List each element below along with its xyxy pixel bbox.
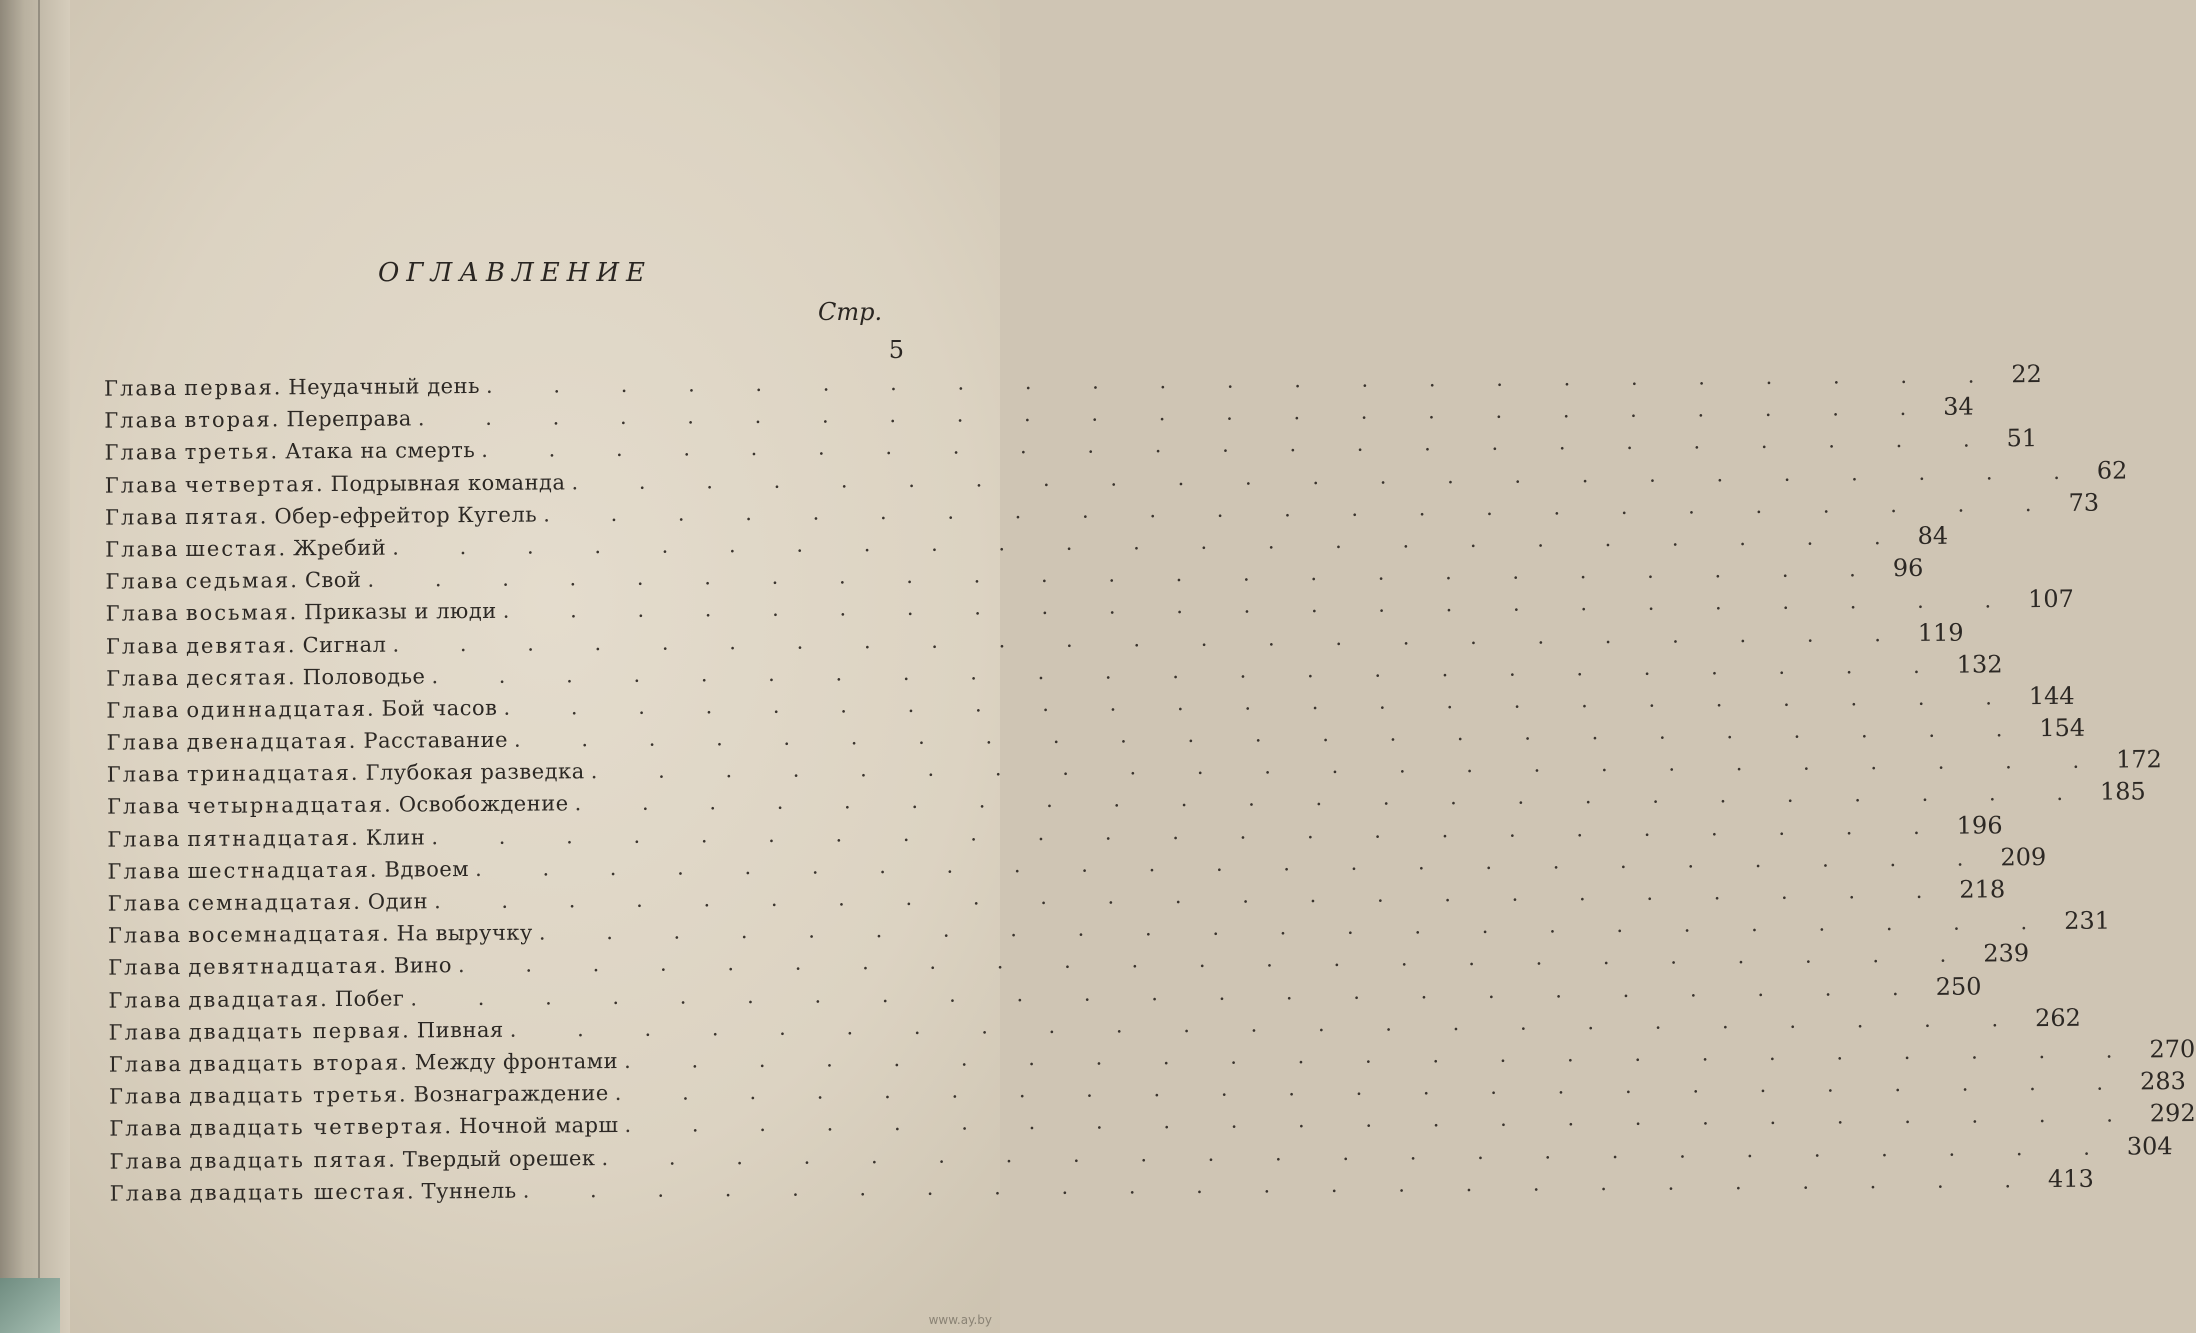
dot-leader: . . . . . . . . . . . . . . . . . . . . . . .	[601, 1135, 2117, 1170]
page-column-label: Стр.	[818, 298, 883, 326]
chapter-page-number: 34	[1943, 392, 1974, 421]
dot-leader: . . . . . . . . . . . . . . . . . . . . . . .	[513, 717, 2030, 752]
chapter-title: Один	[367, 889, 429, 914]
chapter-ordinal: двадцатая.	[188, 986, 329, 1012]
dot-leader: . . . . . . . . . . . . . . . . . . . . . . .	[522, 1167, 2039, 1203]
chapter-page-number: 154	[2039, 713, 2086, 743]
chapter-ordinal: вторая.	[184, 407, 281, 433]
chapter-ordinal: двадцать шестая.	[189, 1179, 416, 1205]
chapter-page-number: 413	[2047, 1164, 2094, 1193]
chapter-page-number: 196	[1956, 810, 2003, 840]
chapter-prefix: Глава	[104, 472, 179, 498]
dot-leader: . . . . . . . . . . . . . . . . . . . . . . .	[574, 781, 2091, 816]
watermark: www.ay.by	[928, 1313, 992, 1327]
chapter-ordinal: девятнадцатая.	[188, 953, 388, 980]
chapter-prefix: Глава	[107, 891, 182, 916]
chapter-title: Приказы и люди	[304, 599, 497, 625]
chapter-prefix: Глава	[106, 794, 182, 820]
chapter-ordinal: двенадцатая.	[186, 728, 358, 755]
chapter-ordinal: четырнадцатая.	[187, 793, 393, 819]
chapter-page-number: 304	[2126, 1131, 2173, 1160]
chapter-prefix: Глава	[105, 537, 180, 562]
chapter-prefix: Глава	[106, 762, 182, 787]
dot-leader: . . . . . . . . . . . . . . . . . . . . . . .	[614, 1070, 2131, 1106]
dot-leader: . . . . . . . . . . . . . . . . . . . . . . .	[392, 524, 1908, 560]
chapter-page-number: 119	[1917, 618, 1964, 647]
chapter-title: Свой	[304, 567, 362, 593]
toc-entry	[109, 1164, 2094, 1211]
dot-leader: . . . . . . . . . . . . . . . . . . . . . . .	[481, 427, 1997, 463]
chapter-ordinal: десятая.	[186, 664, 297, 690]
chapter-page-number: 283	[2139, 1067, 2186, 1096]
chapter-prefix: Глава	[105, 633, 181, 659]
dot-leader: . . . . . . . . . . . . . . . . . . . . . . .	[392, 621, 1908, 657]
chapter-title: Твердый орешек	[402, 1145, 596, 1172]
dot-leader: . . . . . . . . . . . . . . . . . . . . . . .	[538, 910, 2055, 945]
chapter-ordinal: пятая.	[185, 504, 269, 529]
chapter-page-number: 262	[2034, 1003, 2081, 1032]
chapter-ordinal: восемнадцатая.	[187, 921, 391, 948]
dot-leader: . . . . . . . . . . . . . . . . . . . . . . .	[571, 459, 2087, 494]
chapter-title: Вознаграждение	[413, 1081, 609, 1107]
chapter-title: Пивная	[416, 1017, 504, 1043]
chapter-title: Бой часов	[381, 695, 498, 721]
chapter-page-number: 62	[2096, 456, 2128, 485]
chapter-ordinal: двадцать первая.	[188, 1018, 411, 1044]
chapter-prefix: Глава	[104, 504, 180, 530]
chapter-title: Жребий	[293, 535, 387, 561]
chapter-page-number: 218	[1959, 875, 2006, 904]
chapter-prefix: Глава	[108, 1051, 184, 1077]
chapter-prefix: Глава	[109, 1180, 184, 1206]
chapter-page-number: 73	[2068, 488, 2100, 517]
chapter-ordinal: двадцать третья.	[189, 1082, 408, 1109]
chapter-ordinal: третья.	[184, 439, 280, 465]
chapter-ordinal: четвертая.	[184, 471, 325, 497]
chapter-page-number: 22	[2011, 360, 2042, 389]
chapter-page-number: 107	[2027, 585, 2074, 614]
dot-leader: . . . . . . . . . . . . . . . . . . . . . . .	[417, 396, 1934, 431]
chapter-title: На выручку	[396, 920, 533, 946]
chapter-ordinal: семнадцатая.	[187, 889, 362, 916]
chapter-title: Атака на смерть	[285, 438, 476, 464]
chapter-prefix: Глава	[108, 1019, 183, 1045]
chapter-title: Сигнал	[302, 632, 387, 657]
dot-leader: . . . . . . . . . . . . . . . . . . . . . . .	[624, 1102, 2140, 1138]
chapter-ordinal: двадцать пятая.	[189, 1147, 397, 1173]
chapter-prefix: Глава	[107, 858, 182, 884]
dot-leader: . . . . . . . . . . . . . . . . . . . . . . .	[503, 685, 2019, 720]
chapter-prefix: Глава	[108, 955, 183, 980]
chapter-ordinal: девятая.	[185, 632, 297, 658]
chapter-ordinal: двадцать вторая.	[188, 1050, 409, 1076]
chapter-title: Ночной марш	[458, 1113, 619, 1139]
chapter-title: Переправа	[286, 406, 412, 432]
chapter-title: Клин	[365, 824, 426, 850]
chapter-ordinal: первая.	[184, 375, 283, 401]
chapter-prefix: Глава	[108, 987, 183, 1013]
chapter-title: Неудачный день	[288, 373, 481, 400]
chapter-prefix: Глава	[107, 923, 183, 948]
chapter-page-number: 84	[1917, 521, 1949, 550]
chapter-ordinal: седьмая.	[185, 568, 300, 594]
dot-leader: . . . . . . . . . . . . . . . . . . . . . . .	[590, 748, 2107, 784]
chapter-ordinal: пятнадцатая.	[187, 825, 360, 851]
intro-page-number: 5	[888, 336, 904, 364]
chapter-title: Освобождение	[398, 791, 569, 817]
chapter-title: Вдвоем	[384, 856, 470, 882]
chapter-ordinal: шестая.	[185, 536, 288, 561]
chapter-title: Обер-ефрейтор Кугель	[274, 502, 538, 529]
dot-leader: . . . . . . . . . . . . . . . . . . . . . . .	[543, 491, 2059, 527]
chapter-prefix: Глава	[104, 376, 179, 401]
dot-leader: . . . . . . . . . . . . . . . . . . . . . . .	[410, 975, 1926, 1011]
chapter-page-number: 231	[2064, 906, 2111, 936]
chapter-page-number: 270	[2149, 1034, 2196, 1064]
chapter-page-number: 51	[2006, 424, 2038, 453]
chapter-prefix: Глава	[106, 697, 181, 723]
chapter-title: Половодье	[302, 664, 426, 689]
chapter-title: Между фронтами	[414, 1048, 619, 1075]
book-spine	[0, 0, 70, 1333]
binding-thread	[38, 0, 40, 1333]
chapter-prefix: Глава	[105, 569, 180, 594]
dot-leader: . . . . . . . . . . . . . . . . . . . . . . .	[431, 814, 1947, 849]
dot-leader: . . . . . . . . . . . . . . . . . . . . . . .	[502, 588, 2019, 624]
chapter-title: Туннель	[421, 1178, 517, 1204]
chapter-title: Глубокая разведка	[365, 759, 585, 786]
chapter-page-number: 132	[1956, 650, 2003, 679]
chapter-prefix: Глава	[106, 730, 181, 755]
dot-leader: . . . . . . . . . . . . . . . . . . . . . . .	[509, 1006, 2026, 1042]
chapter-prefix: Глава	[106, 665, 181, 691]
chapter-page-number: 144	[2028, 681, 2075, 711]
chapter-prefix: Глава	[105, 601, 180, 626]
dot-leader: . . . . . . . . . . . . . . . . . . . . . . .	[367, 557, 1883, 592]
chapter-ordinal: одиннадцатая.	[186, 696, 376, 722]
chapter-page-number: 250	[1935, 972, 1982, 1001]
dot-leader: . . . . . . . . . . . . . . . . . . . . . . .	[485, 363, 2002, 398]
chapter-page-number: 172	[2115, 745, 2162, 774]
chapter-prefix: Глава	[109, 1148, 184, 1174]
chapter-page-number: 209	[2000, 842, 2047, 872]
chapter-title: Подрывная команда	[330, 469, 566, 496]
cover-corner	[0, 1278, 60, 1333]
dot-leader: . . . . . . . . . . . . . . . . . . . . . . .	[433, 878, 1950, 914]
chapter-title: Побег	[334, 986, 405, 1011]
chapter-prefix: Глава	[109, 1116, 184, 1141]
chapter-prefix: Глава	[108, 1084, 184, 1109]
dot-leader: . . . . . . . . . . . . . . . . . . . . . . .	[623, 1038, 2140, 1073]
chapter-title: Вино	[393, 953, 453, 978]
chapter-page-number: 96	[1892, 554, 1924, 583]
chapter-prefix: Глава	[104, 440, 179, 465]
chapter-title: Расставание	[363, 727, 509, 753]
dot-leader: . . . . . . . . . . . . . . . . . . . . . . .	[457, 942, 1974, 978]
chapter-ordinal: восьмая.	[185, 600, 299, 626]
toc-heading: ОГЛАВЛЕНИЕ	[377, 258, 653, 288]
chapter-ordinal: тринадцатая.	[186, 761, 360, 787]
dot-leader: . . . . . . . . . . . . . . . . . . . . . . .	[474, 846, 1991, 881]
chapter-ordinal: шестнадцатая.	[187, 857, 379, 883]
chapter-ordinal: двадцать четвертая.	[189, 1114, 454, 1141]
dot-leader: . . . . . . . . . . . . . . . . . . . . . . .	[431, 653, 1947, 688]
chapter-page-number: 292	[2149, 1099, 2196, 1128]
chapter-page-number: 185	[2099, 777, 2146, 807]
chapter-page-number: 239	[1983, 939, 2030, 968]
chapter-prefix: Глава	[107, 826, 182, 852]
chapter-prefix: Глава	[104, 408, 179, 433]
table-of-contents	[104, 360, 2196, 1210]
